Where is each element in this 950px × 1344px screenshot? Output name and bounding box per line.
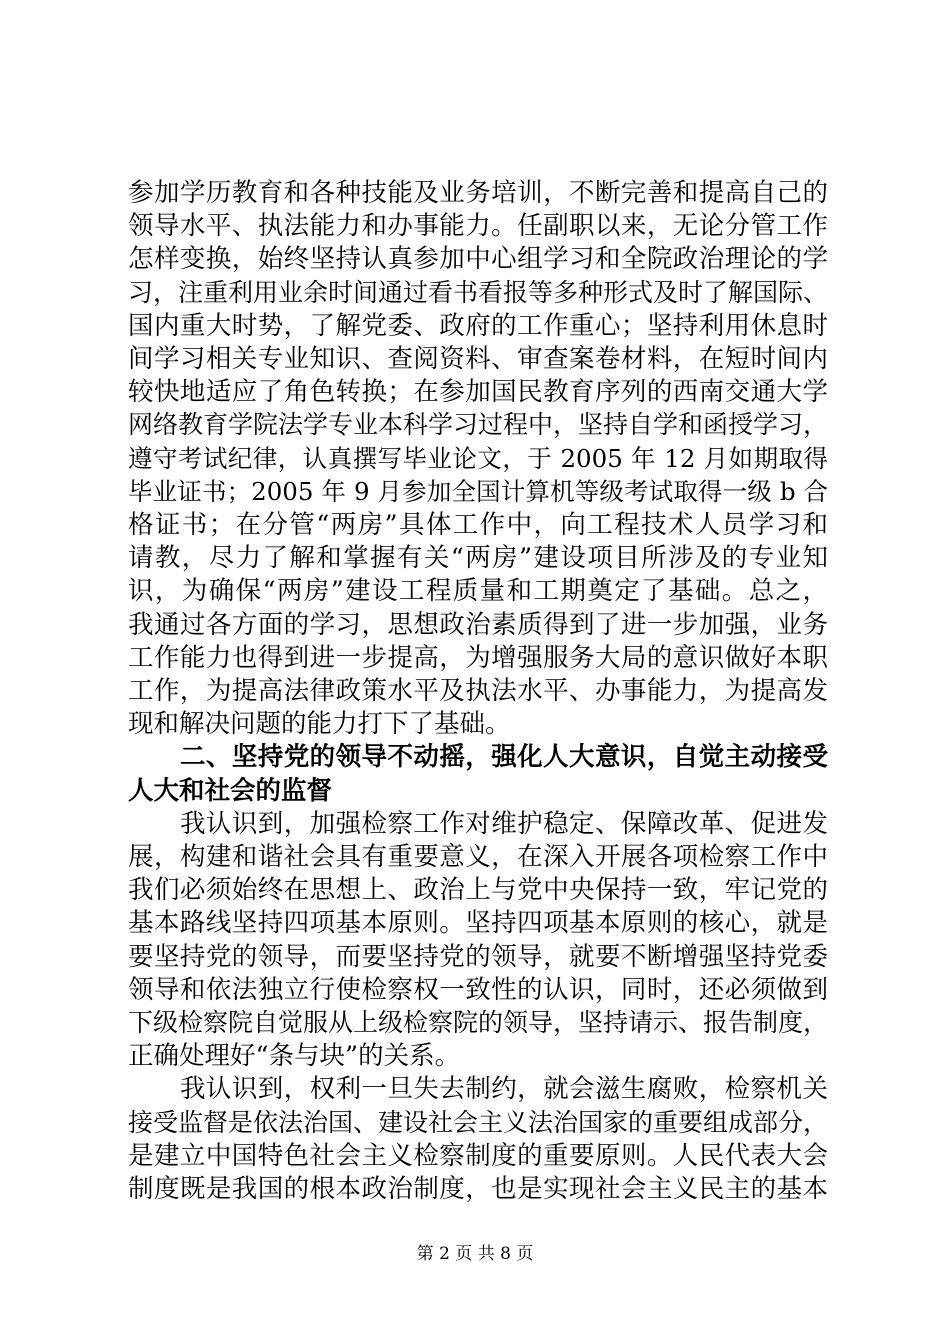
body-line: 正确处理好“条与块”的关系。 bbox=[128, 1041, 461, 1072]
body-line: 格证书；在分管“两房”具体工作中，向工程技术人员学习和 bbox=[128, 510, 828, 540]
body-line: 领导水平、执法能力和办事能力。任副职以来，无论分管工作 bbox=[128, 211, 828, 242]
section-heading: 二、坚持党的领导不动摇，强化人大意识，自觉主动接受 bbox=[180, 742, 828, 773]
body-line: 我们必须始终在思想上、政治上与党中央保持一致，牢记党的 bbox=[128, 875, 828, 906]
body-line: 习，注重利用业余时间通过看书看报等多种形式及时了解国际、 bbox=[128, 277, 829, 307]
body-line: 我认识到，加强检察工作对维护稳定、保障改革、促进发 bbox=[180, 808, 828, 839]
body-line: 是建立中国特色社会主义检察制度的重要原则。人民代表大会 bbox=[128, 1140, 828, 1171]
body-line: 遵守考试纪律，认真撰写毕业论文，于 2005 年 12 月如期取得 bbox=[128, 443, 828, 473]
body-line: 工作，为提高法律政策水平及执法水平、办事能力，为提高发 bbox=[128, 676, 828, 706]
body-line: 下级检察院自觉服从上级检察院的领导，坚持请示、报告制度， bbox=[128, 1008, 829, 1037]
body-line: 识，为确保“两房”建设工程质量和工期奠定了基础。总之， bbox=[128, 576, 828, 607]
body-line: 怎样变换，始终坚持认真参加中心组学习和全院政治理论的学 bbox=[128, 244, 828, 275]
body-line: 我通过各方面的学习，思想政治素质得到了进一步加强，业务 bbox=[128, 609, 828, 640]
body-line: 毕业证书；2005 年 9 月参加全国计算机等级考试取得一级 b 合 bbox=[128, 476, 828, 506]
body-line: 国内重大时势，了解党委、政府的工作重心；坚持利用休息时 bbox=[128, 310, 828, 341]
body-line: 要坚持党的领导，而要坚持党的领导，就要不断增强坚持党委 bbox=[128, 941, 828, 972]
body-line: 请教，尽力了解和掌握有关“两房”建设项目所涉及的专业知 bbox=[128, 543, 828, 574]
body-line: 间学习相关专业知识、查阅资料、审查案卷材料，在短时间内 bbox=[128, 344, 828, 374]
body-line: 接受监督是依法治国、建设社会主义法治国家的重要组成部分， bbox=[128, 1107, 829, 1137]
body-line: 制度既是我国的根本政治制度，也是实现社会主义民主的基本 bbox=[128, 1174, 828, 1204]
body-line: 较快地适应了角色转换；在参加国民教育序列的西南交通大学 bbox=[128, 377, 828, 408]
body-line: 现和解决问题的能力打下了基础。 bbox=[128, 709, 511, 740]
body-line: 网络教育学院法学专业本科学习过程中，坚持自学和函授学习， bbox=[128, 410, 829, 440]
body-line: 参加学历教育和各种技能及业务培训，不断完善和提高自己的 bbox=[128, 178, 828, 208]
body-line: 基本路线坚持四项基本原则。坚持四项基本原则的核心，就是 bbox=[128, 908, 828, 939]
page-footer: 第 2 页 共 8 页 bbox=[416, 1244, 534, 1264]
body-line: 工作能力也得到进一步提高，为增强服务大局的意识做好本职 bbox=[128, 642, 828, 673]
section-heading: 人大和社会的监督 bbox=[128, 775, 333, 806]
body-line: 展，构建和谐社会具有重要意义，在深入开展各项检察工作中 bbox=[128, 842, 828, 872]
body-line: 领导和依法独立行使检察权一致性的认识，同时，还必须做到 bbox=[128, 974, 828, 1005]
body-line: 我认识到，权利一旦失去制约，就会滋生腐败，检察机关 bbox=[180, 1074, 828, 1105]
